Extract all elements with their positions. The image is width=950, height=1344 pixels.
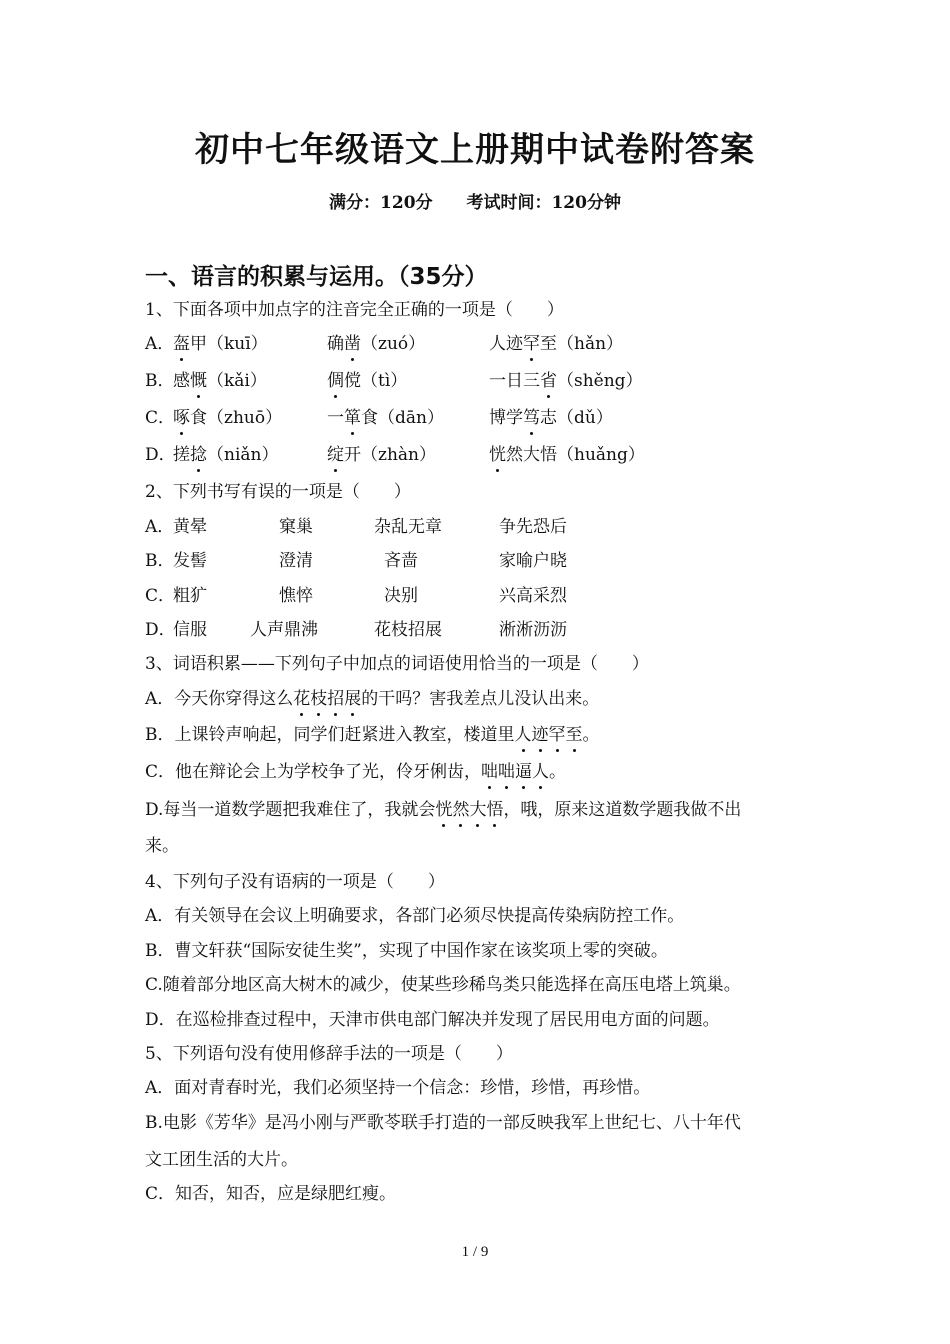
q2-stem: 2、下列书写有误的一项是（ ）: [145, 482, 411, 502]
q1-term: 一日三省（shěng）: [489, 371, 643, 391]
q1-term: 确凿（zuó）: [327, 334, 426, 354]
q4-stem: 4、下列句子没有语病的一项是（ ）: [145, 872, 445, 892]
q1-term: 人迹罕至（hǎn）: [489, 334, 624, 354]
q1-term: 啄食（zhuō）: [173, 408, 283, 428]
q2-word: 决别: [384, 586, 418, 606]
q2-word: 家喻户晓: [499, 551, 567, 571]
q2-word: 发髻: [173, 551, 207, 571]
q2-word: 信服: [173, 620, 207, 640]
q2-word: 杂乱无章: [374, 517, 442, 537]
exam-meta: [0, 188, 950, 213]
exam-time: 考试时间：120分钟: [466, 193, 621, 213]
q1-term: 一箪食（dān）: [327, 408, 444, 428]
q1-term: 倜傥（tì）: [327, 371, 408, 391]
q1-term: 绽开（zhàn）: [327, 445, 436, 465]
q2-word: 淅淅沥沥: [499, 620, 567, 640]
q3-option-a: A．今天你穿得这么花枝招展的干吗？害我差点儿没认出来。: [145, 689, 600, 709]
q3-option-d-cont: 来。: [145, 836, 179, 856]
q2-option-label: B．: [145, 551, 175, 571]
q3-option-b: B．上课铃声响起，同学们赶紧进入教室，楼道里人迹罕至。: [145, 725, 600, 745]
q2-option-label: C．: [145, 586, 176, 606]
q5-option-a: A．面对青春时光，我们必须坚持一个信念：珍惜，珍惜，再珍惜。: [145, 1078, 651, 1098]
q5-option-b-cont: 文工团生活的大片。: [145, 1150, 298, 1170]
full-score: 满分：120分: [329, 193, 433, 213]
q2-option-label: A．: [145, 517, 175, 537]
q1-term: 博学笃志（dǔ）: [489, 408, 613, 428]
q1-term: 搓捻（niǎn）: [173, 445, 279, 465]
q1-term: 盔甲（kuī）: [173, 334, 268, 354]
q1-stem: 1、下面各项中加点字的注音完全正确的一项是（ ）: [145, 300, 564, 320]
q1-option-label: B．: [145, 371, 175, 391]
q2-word: 粗犷: [173, 586, 207, 606]
q1-option-label: C．: [145, 408, 176, 428]
q3-option-d: D.每当一道数学题把我难住了，我就会恍然大悟，哦，原来这道数学题我做不出: [145, 800, 742, 820]
page-title: 初中七年级语文上册期中试卷附答案: [195, 130, 755, 170]
q2-option-label: D．: [145, 620, 176, 640]
q5-option-c: C．知否，知否，应是绿肥红瘦。: [145, 1184, 397, 1204]
q2-word: 人声鼎沸: [250, 620, 318, 640]
q2-word: 窠巢: [279, 517, 313, 537]
q1-option-label: A．: [145, 334, 175, 354]
q4-option-b: B．曹文轩获“国际安徒生奖”，实现了中国作家在该奖项上零的突破。: [145, 941, 668, 961]
q2-word: 黄晕: [173, 517, 207, 537]
q1-term: 感慨（kǎi）: [173, 371, 267, 391]
q3-stem: 3、词语积累——下列句子中加点的词语使用恰当的一项是（ ）: [145, 654, 649, 674]
q4-option-d: D．在巡检排查过程中，天津市供电部门解决并发现了居民用电方面的问题。: [145, 1010, 720, 1030]
section-heading: 一、语言的积累与运用。（35分）: [145, 264, 488, 290]
q4-option-c: C.随着部分地区高大树木的减少，使某些珍稀鸟类只能选择在高压电塔上筑巢。: [145, 975, 741, 995]
q5-option-b: B.电影《芳华》是冯小刚与严歌苓联手打造的一部反映我军上世纪七、八十年代: [145, 1113, 741, 1133]
q1-term: 恍然大悟（huǎng）: [489, 445, 645, 465]
q2-word: 吝啬: [384, 551, 418, 571]
q2-word: 兴高采烈: [499, 586, 567, 606]
q2-word: 争先恐后: [499, 517, 567, 537]
q2-word: 花枝招展: [374, 620, 442, 640]
page-number: 1 / 9: [461, 1244, 489, 1260]
q1-option-label: D．: [145, 445, 176, 465]
q5-stem: 5、下列语句没有使用修辞手法的一项是（ ）: [145, 1044, 513, 1064]
q3-option-c: C．他在辩论会上为学校争了光，伶牙俐齿，咄咄逼人。: [145, 762, 567, 782]
q2-word: 澄清: [279, 551, 313, 571]
q2-word: 憔悴: [279, 586, 313, 606]
q4-option-a: A．有关领导在会议上明确要求，各部门必须尽快提高传染病防控工作。: [145, 906, 685, 926]
